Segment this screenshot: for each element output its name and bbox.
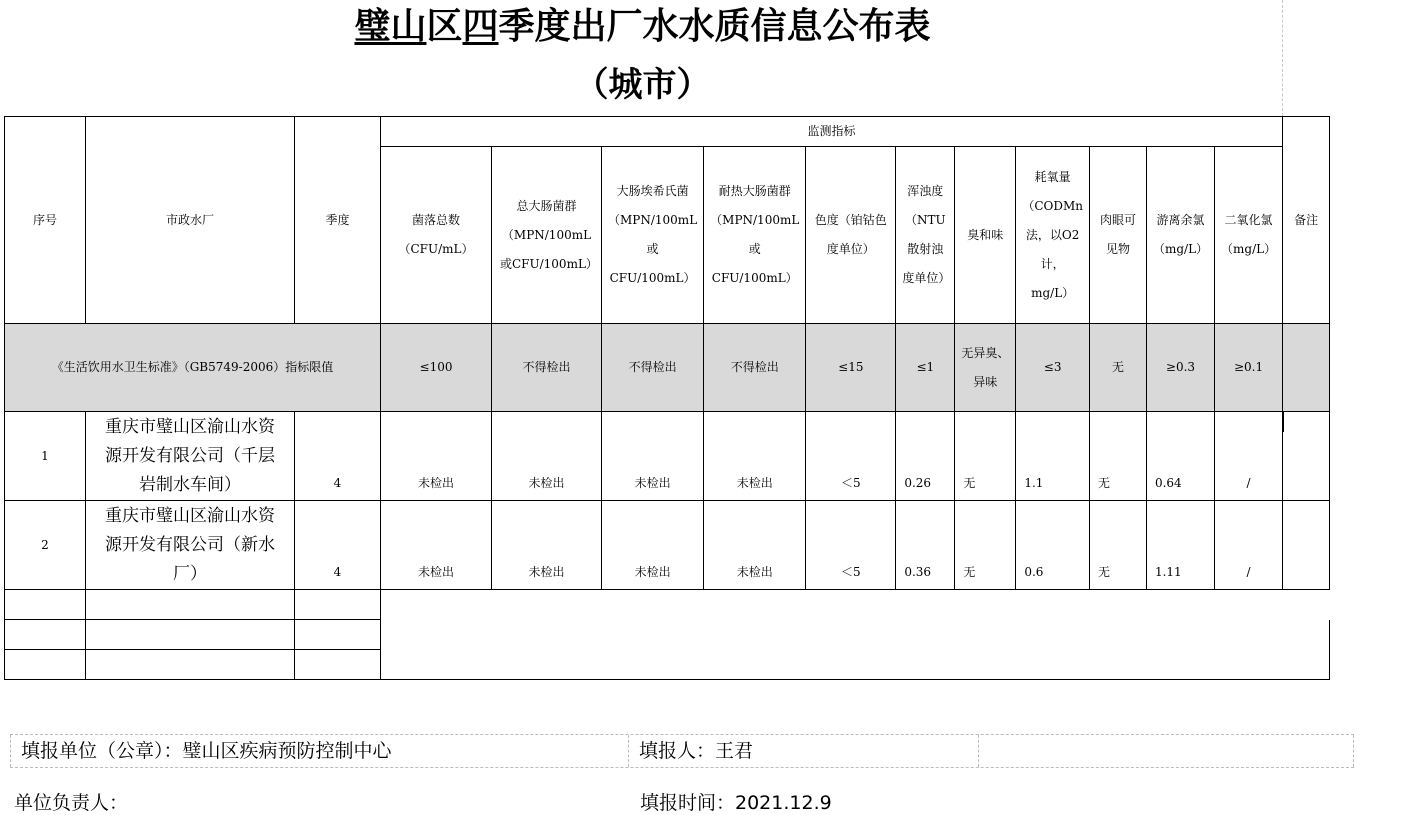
row-remark[interactable] [1283,412,1330,501]
header-plant[interactable]: 市政水厂 [86,117,295,324]
table-row [5,412,1330,501]
standard-value[interactable]: 无 [1089,324,1146,412]
footer-empty-cell[interactable] [978,735,1354,767]
row-value[interactable]: 未检出 [704,501,806,590]
empty-cell[interactable] [5,620,86,650]
footer-report-time[interactable]: 填报时间：2021.12.9 [640,792,832,814]
row-value[interactable]: 1.1 [1016,412,1090,501]
water-quality-table [4,116,1330,680]
standard-value[interactable]: ≤100 [381,324,492,412]
empty-cell[interactable] [295,650,381,680]
row-value[interactable]: 无 [955,412,1016,501]
footer-leader[interactable]: 单位负责人： [14,792,129,814]
empty-row [5,620,1330,650]
row-plant[interactable]: 重庆市璧山区渝山水资源开发有限公司（新水厂） [86,501,295,590]
header-indicator[interactable]: 色度（铂钴色度单位） [806,147,896,324]
title-mid: 区 [426,6,463,47]
empty-span [381,650,1330,680]
row-value[interactable]: 未检出 [602,501,704,590]
row-value[interactable]: 无 [1089,412,1146,501]
row-value[interactable]: 未检出 [381,501,492,590]
standard-remark[interactable] [1283,324,1330,412]
row-value[interactable]: 无 [955,501,1016,590]
standard-value[interactable]: 不得检出 [704,324,806,412]
header-indicator[interactable]: 耐热大肠菌群（MPN/100mL 或CFU/100mL） [704,147,806,324]
empty-row [5,590,1330,620]
header-indicator[interactable]: 游离余氯（mg/L） [1146,147,1214,324]
row-season[interactable]: 4 [295,412,381,501]
standard-value[interactable]: 不得检出 [602,324,704,412]
standard-value[interactable]: ≤3 [1016,324,1090,412]
standard-row [5,324,1330,412]
row-value[interactable]: 未检出 [602,412,704,501]
row-value[interactable]: ＜5 [806,412,896,501]
header-indicator[interactable]: 臭和味 [955,147,1016,324]
header-indicator[interactable]: 大肠埃希氏菌（MPN/100mL 或CFU/100mL） [602,147,704,324]
standard-value[interactable]: ≥0.1 [1215,324,1283,412]
row-value[interactable]: / [1215,412,1283,501]
header-season[interactable]: 季度 [295,117,381,324]
title-rest: 季度出厂水水质信息公布表 [498,6,931,47]
standard-value[interactable]: ≥0.3 [1146,324,1214,412]
standard-value[interactable]: 不得检出 [492,324,602,412]
page-subtitle: （城市） [574,65,711,105]
standard-value[interactable]: ≤1 [896,324,955,412]
row-value[interactable]: 0.64 [1146,412,1214,501]
footer-reporting-unit[interactable]: 填报单位（公章）：璧山区疾病预防控制中心 [10,735,628,767]
row-plant[interactable]: 重庆市璧山区渝山水资源开发有限公司（千层岩制水车间） [86,412,295,501]
header-indicator[interactable]: 二氧化氯（mg/L） [1215,147,1283,324]
row-seq[interactable]: 1 [5,412,86,501]
row-value[interactable]: 无 [1089,501,1146,590]
table-row [5,501,1330,590]
row-remark[interactable] [1283,501,1330,590]
header-indicator[interactable]: 菌落总数（CFU/mL） [381,147,492,324]
standard-value[interactable]: ≤15 [806,324,896,412]
header-remark[interactable]: 备注 [1283,117,1330,324]
empty-row [5,650,1330,680]
row-value[interactable]: 未检出 [704,412,806,501]
row-value[interactable]: ＜5 [806,501,896,590]
empty-span [381,590,1330,620]
header-seq[interactable]: 序号 [5,117,86,324]
empty-cell[interactable] [86,650,295,680]
empty-span [381,620,1330,650]
standard-value[interactable]: 无异臭、异味 [955,324,1016,412]
header-indicator-group[interactable]: 监测指标 [381,117,1283,147]
row-value[interactable]: 0.36 [896,501,955,590]
header-indicator[interactable]: 耗氧量（CODMn法，以O2计，mg/L） [1016,147,1090,324]
footer-row [10,734,1354,768]
header-indicator[interactable]: 浑浊度（NTU散射浊度单位） [896,147,955,324]
empty-cell[interactable] [5,650,86,680]
title-district: 璧山 [354,6,427,47]
standard-label[interactable]: 《生活饮用水卫生标准》（GB5749-2006）指标限值 [5,324,381,412]
page-title [0,4,1285,50]
row-value[interactable]: 未检出 [492,412,602,501]
empty-cell[interactable] [295,590,381,620]
row-value[interactable]: / [1215,501,1283,590]
empty-cell[interactable] [86,620,295,650]
empty-cell[interactable] [295,620,381,650]
row-value[interactable]: 未检出 [381,412,492,501]
empty-cell[interactable] [86,590,295,620]
row-season[interactable]: 4 [295,501,381,590]
header-indicator[interactable]: 总大肠菌群（MPN/100mL 或CFU/100mL） [492,147,602,324]
row-value[interactable]: 1.11 [1146,501,1214,590]
row-value[interactable]: 0.6 [1016,501,1090,590]
empty-cell[interactable] [5,590,86,620]
header-indicator[interactable]: 肉眼可见物 [1089,147,1146,324]
row-value[interactable]: 未检出 [492,501,602,590]
footer-reporter[interactable]: 填报人：王君 [628,735,978,767]
title-quarter: 四 [462,6,499,47]
row-seq[interactable]: 2 [5,501,86,590]
row-value[interactable]: 0.26 [896,412,955,501]
